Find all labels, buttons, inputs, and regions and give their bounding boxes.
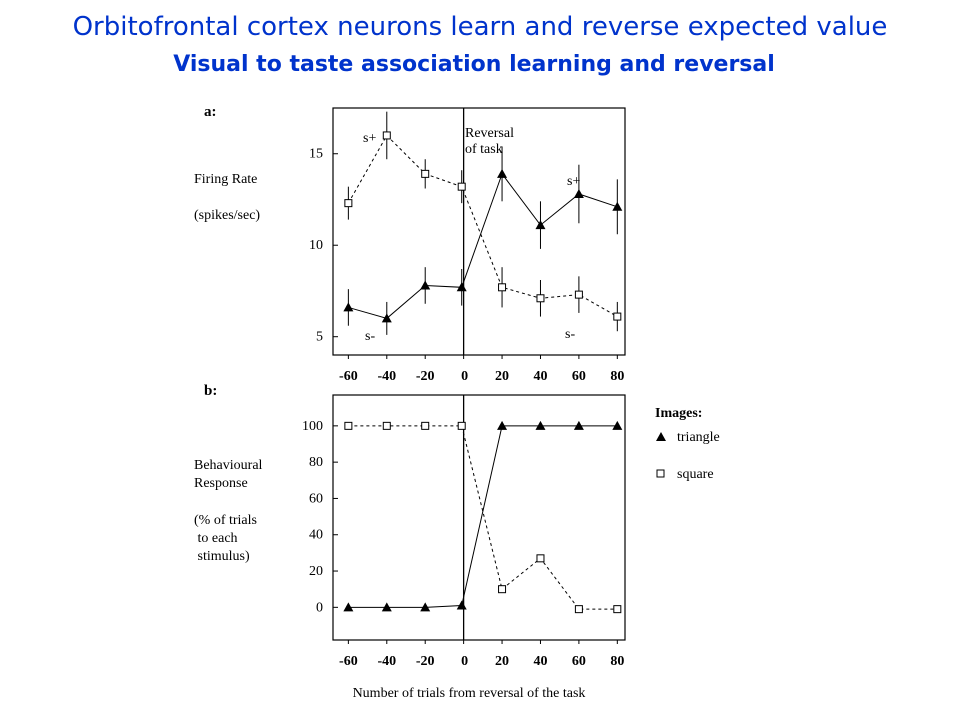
- panel-b-x-tick-label: 0: [461, 654, 469, 669]
- stimulus-annotation: s-: [365, 329, 376, 344]
- panel-b-point-square: [537, 555, 544, 562]
- panel-a-point-triangle: [420, 280, 430, 289]
- legend-item-label: square: [677, 467, 714, 482]
- legend-triangle-marker: [656, 432, 666, 441]
- panel-b-y-tick-label: 0: [316, 600, 323, 616]
- panel-b-y-tick-label: 40: [309, 527, 323, 543]
- panel-a-point-square: [537, 295, 544, 302]
- panel-b-point-square: [345, 422, 352, 429]
- panel-b-x-tick-label: 20: [495, 654, 510, 669]
- panel-b-y-tick-label: 60: [309, 491, 323, 507]
- panel-a-x-tick-label: 40: [533, 369, 548, 384]
- panel-a-point-square: [345, 200, 352, 207]
- panel-a-x-tick-label: 0: [461, 369, 469, 384]
- panel-b-x-tick-label: -40: [377, 654, 397, 669]
- legend-title: Images:: [655, 406, 703, 421]
- panel-a-point-triangle: [535, 220, 545, 229]
- stimulus-annotation: s-: [565, 327, 576, 342]
- panel-a-point-triangle: [343, 302, 353, 311]
- panel-a-point-square: [614, 313, 621, 320]
- panel-a-point-square: [499, 284, 506, 291]
- legend-square-marker: [657, 470, 664, 477]
- panel-a-point-square: [383, 132, 390, 139]
- panel-a-x-tick-label: -20: [415, 369, 435, 384]
- reversal-label-line: of task: [465, 142, 503, 157]
- panel-b-plot-frame: [333, 395, 625, 640]
- panel-b-x-tick-label: 40: [533, 654, 548, 669]
- panel-b-y-tick-label: 20: [309, 564, 323, 580]
- panel-a-point-square: [575, 291, 582, 298]
- panel-a-x-tick-label: -60: [339, 369, 358, 384]
- panel-a-label: a:: [204, 104, 217, 120]
- panel-b-point-square: [458, 422, 465, 429]
- panel-a-point-triangle: [574, 189, 584, 198]
- panel-b-point-square: [422, 422, 429, 429]
- panel-b-series-square-line: [348, 426, 617, 609]
- panel-a-ylabel-line: (spikes/sec): [194, 208, 261, 223]
- panel-a-x-tick-label: 80: [610, 369, 625, 384]
- panel-a-ylabel-line: Firing Rate: [194, 172, 258, 187]
- page-subtitle: Visual to taste association learning and reversal: [173, 52, 775, 77]
- panel-b-point-square: [499, 586, 506, 593]
- panel-a-series-square-line: [348, 135, 617, 316]
- panel-b-ylabel-line: to each: [194, 531, 238, 546]
- legend-item-label: triangle: [677, 430, 720, 445]
- panel-b-x-tick-label: -60: [339, 654, 358, 669]
- panel-b-point-square: [383, 422, 390, 429]
- stimulus-annotation: s+: [363, 131, 377, 146]
- page-title: Orbitofrontal cortex neurons learn and reverse expected value: [72, 12, 888, 42]
- panel-a-point-triangle: [497, 169, 507, 178]
- stimulus-annotation: s+: [567, 174, 581, 189]
- panel-b-x-tick-label: -20: [415, 654, 435, 669]
- panel-a-point-triangle: [612, 202, 622, 211]
- panel-a-x-tick-label: -40: [377, 369, 397, 384]
- panel-b-y-tick-label: 80: [309, 455, 323, 471]
- panel-a-y-tick-label: 5: [316, 329, 323, 345]
- panel-a-y-tick-label: 15: [309, 146, 323, 162]
- panel-b-x-tick-label: 60: [571, 654, 586, 669]
- panel-b-ylabel-line: (% of trials: [194, 513, 257, 528]
- panel-b-x-tick-label: 80: [610, 654, 625, 669]
- x-axis-title: Number of trials from reversal of the task: [352, 686, 586, 701]
- panel-b-point-triangle: [457, 601, 467, 610]
- panel-a-point-square: [422, 170, 429, 177]
- panel-b-point-square: [575, 606, 582, 613]
- panel-a-x-tick-label: 20: [495, 369, 510, 384]
- panel-a-point-square: [458, 183, 465, 190]
- reversal-label-line: Reversal: [465, 126, 514, 141]
- panel-a-x-tick-label: 60: [571, 369, 586, 384]
- panel-a-y-tick-label: 10: [309, 238, 323, 254]
- panel-b-ylabel-line: Response: [194, 476, 248, 491]
- panel-b-series-triangle-line: [348, 426, 617, 607]
- panel-b-ylabel-line: Behavioural: [194, 458, 263, 473]
- panel-b-y-tick-label: 100: [302, 418, 323, 434]
- panel-b-point-square: [614, 606, 621, 613]
- panel-b-label: b:: [204, 383, 218, 399]
- panel-b-ylabel-line: stimulus): [194, 549, 250, 564]
